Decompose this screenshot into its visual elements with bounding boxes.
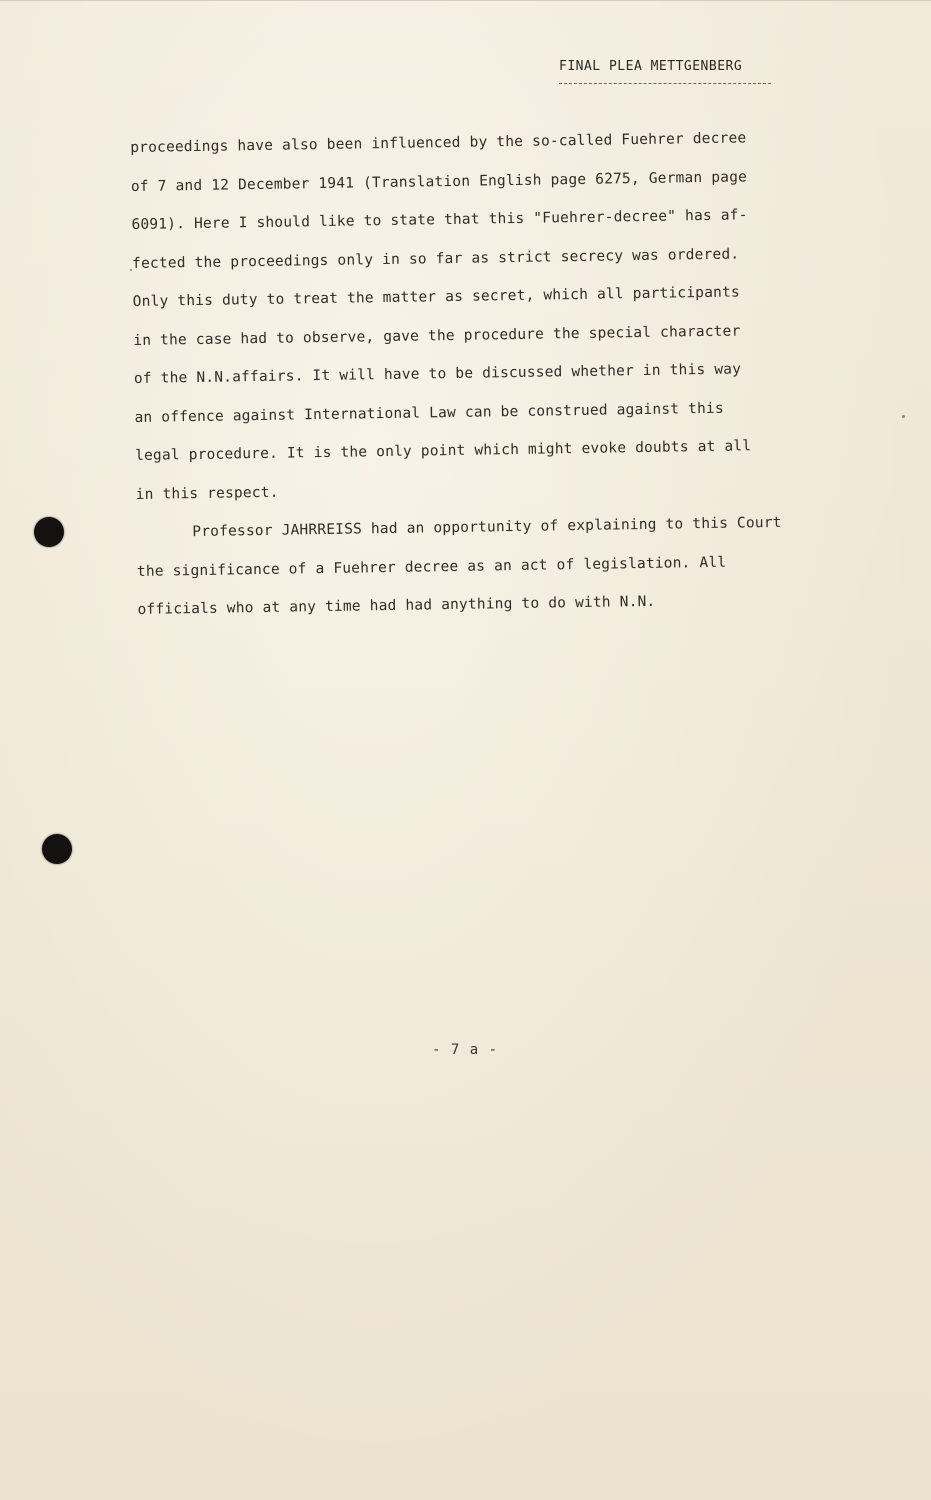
document-body (130, 118, 838, 629)
text-line: fected the proceedings only in so far as strict secrecy was ordered. (131, 245, 740, 272)
text-line: proceedings have also been influenced by the so-called Fuehrer decree (130, 130, 747, 156)
text-line: the significance of a Fuehrer decree as an act of legislation. All (136, 554, 727, 580)
document-header-title: FINAL PLEA METTGENBERG (559, 59, 743, 74)
paper-speck (902, 415, 905, 418)
text-line: in the case had to observe, gave the procedure the special character (133, 322, 741, 349)
paragraph-2 (136, 503, 838, 629)
paper-speck (130, 269, 132, 271)
punch-hole (34, 517, 64, 547)
text-line: Only this duty to treat the matter as secret, which all participants (132, 284, 741, 310)
page-number: - 7 a - (432, 1042, 499, 1058)
paragraph-1 (130, 118, 836, 514)
text-line: Professor JAHRREISS had an opportunity of explaining to this Court (192, 514, 782, 541)
header-underline (559, 83, 771, 84)
text-line: an offence against International Law can be construed against this (134, 400, 724, 426)
text-line: of 7 and 12 December 1941 (Translation English page 6275, German page (130, 168, 748, 195)
text-line: 6091). Here I should like to state that this "Fuehrer-decree" has af- (131, 207, 748, 233)
text-line: in this respect. (135, 484, 279, 503)
text-line: officials who at any time had had anything to do with N.N. (137, 593, 656, 618)
text-line: legal procedure. It is the only point which might evoke doubts at all (135, 438, 752, 464)
punch-hole (42, 834, 72, 864)
text-line: of the N.N.affairs. It will have to be discussed whether in this way (133, 361, 742, 387)
